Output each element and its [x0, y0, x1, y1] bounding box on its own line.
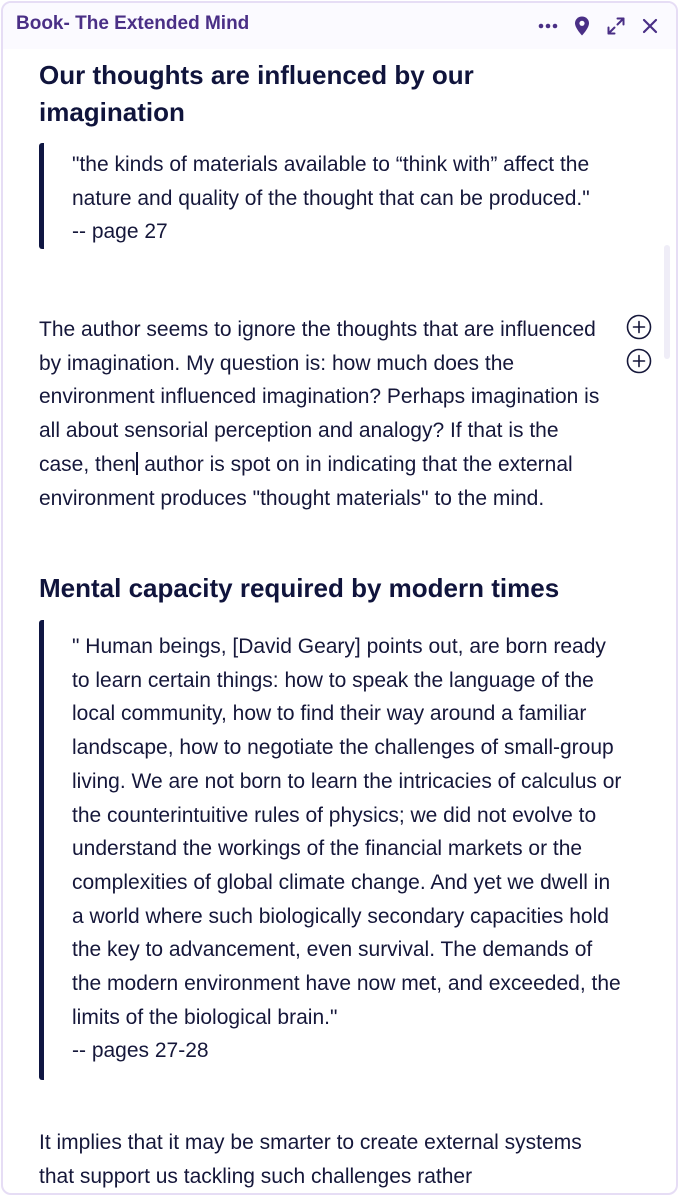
more-options-button[interactable]: [536, 14, 560, 38]
expand-icon: [607, 17, 625, 35]
quote-body: " Human beings, [David Geary] points out, are born ready to learn certain things: how to speak the language of the local community, how to find their way around a familiar landscape, how to negotiate the challenges of small-group living. We are not born to learn the intricacies of calculus or the counterintuitive rules of physics; we did not evolve to understand the workings of the financial markets or the complexities of global climate change. And yet we dwell in a world where such biologically secondary capacities hold the key to advancement, even survival. The demands of the modern environment have now met, and exceeded, the limits of the biological brain.": [72, 635, 622, 1029]
quote-citation: -- page 27: [72, 220, 168, 244]
note-content[interactable]: [3, 49, 676, 1193]
note-text-start: The author seems to ignore the thoughts that are influenced by imagination. My question is: how much does the environment influenced imagination? Perhaps imagination is all about sensorial perception and analogy? If that is the case, then: [39, 318, 600, 476]
quote-text: [72, 620, 624, 1080]
scrollbar-thumb[interactable]: [664, 245, 670, 359]
note-text-end: author is spot on in indicating that the external environment produces "thought materials" to the mind.: [39, 452, 573, 510]
note-paragraph[interactable]: [39, 313, 609, 515]
quote-text: [72, 143, 604, 249]
pin-icon: [574, 16, 590, 36]
note-window: [1, 1, 678, 1195]
expand-button[interactable]: [604, 14, 628, 38]
note-paragraph[interactable]: It implies that it may be smarter to create external systems that support us tackling such challenges rather: [39, 1131, 582, 1188]
window-title: Book- The Extended Mind: [16, 13, 250, 34]
add-block-icon[interactable]: [626, 348, 652, 374]
section-heading: Mental capacity required by modern times: [39, 573, 560, 603]
quote-citation: -- pages 27-28: [72, 1039, 209, 1063]
close-button[interactable]: [638, 14, 662, 38]
close-icon: [642, 18, 658, 34]
quote-body: "the kinds of materials available to “think with” affect the nature and quality of the thought that can be produced.": [72, 153, 590, 210]
pin-button[interactable]: [570, 14, 594, 38]
more-icon: [538, 23, 558, 29]
add-block-icon[interactable]: [626, 314, 652, 340]
blockquote: [39, 620, 624, 1080]
title-actions: [536, 12, 662, 40]
blockquote: [39, 143, 604, 249]
title-bar: [3, 3, 676, 49]
section-heading: Our thoughts are influenced by our imagination: [39, 60, 474, 127]
